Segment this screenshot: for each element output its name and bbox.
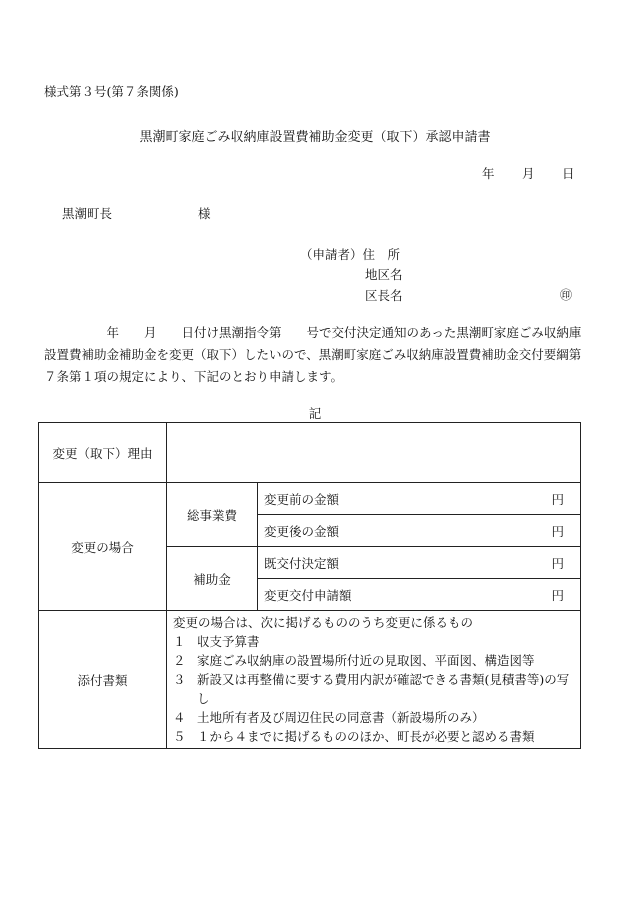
yen-unit: 円 (551, 523, 564, 539)
addressee-honorific: 様 (198, 206, 211, 221)
before-amount-label: 変更前の金額 (264, 491, 340, 507)
applicant-label: （申請者）住 所 (300, 247, 401, 262)
change-request-field[interactable] (258, 579, 581, 611)
attachments-label: 添付書類 (39, 611, 167, 749)
attachment-number: ３ (173, 672, 186, 687)
attachment-text: 家庭ごみ収納庫の設置場所付近の見取図、平面図、構造図等 (197, 653, 535, 668)
applicant-chief: 区長名 (365, 288, 403, 303)
body-paragraph: 年 月 日付け黒潮指令第 号で交付決定通知のあった黒潮町家庭ごみ収納庫設置費補助金補助金を変更（取下）したいので、黒潮町家庭ごみ収納庫設置費補助金交付要綱第７条第１項の規定により、下記のとおり申請します。 (44, 325, 582, 384)
addressee (62, 204, 211, 222)
yen-unit: 円 (551, 587, 564, 603)
already-decided-label: 既交付決定額 (264, 555, 340, 571)
seal-mark: ㊞ (560, 288, 573, 302)
reason-field[interactable] (167, 423, 581, 483)
addressee-name: 黒潮町長 (62, 206, 113, 221)
attachment-number: ４ (173, 710, 186, 725)
change-case-label: 変更の場合 (39, 483, 167, 611)
application-table (38, 422, 581, 749)
attachment-item (173, 727, 574, 746)
document-title: 黒潮町家庭ごみ収納庫設置費補助金変更（取下）承認申請書 (139, 130, 491, 145)
after-amount-label: 変更後の金額 (264, 523, 340, 539)
date-day: 日 (562, 166, 575, 181)
yen-unit: 円 (551, 555, 564, 571)
attachment-item (173, 651, 574, 670)
form-number: 様式第３号(第７条関係) (44, 84, 179, 99)
date-year: 年 (482, 166, 495, 181)
already-decided-field[interactable] (258, 547, 581, 579)
applicant-district: 地区名 (365, 267, 403, 282)
attachment-text: 土地所有者及び周辺住民の同意書（新設場所のみ） (197, 710, 485, 725)
after-amount-field[interactable] (258, 515, 581, 547)
attachment-number: ５ (173, 729, 186, 744)
ki-heading: 記 (308, 406, 322, 421)
yen-unit: 円 (551, 491, 564, 507)
change-request-label: 変更交付申請額 (264, 587, 352, 603)
reason-label: 変更（取下）理由 (39, 423, 167, 483)
attachments-list (167, 611, 581, 749)
attachment-number: １ (173, 634, 186, 649)
attachment-item (173, 708, 574, 727)
subsidy-label: 補助金 (167, 547, 258, 611)
before-amount-field[interactable] (258, 483, 581, 515)
date-month: 月 (522, 166, 535, 181)
attachment-number: ２ (173, 653, 186, 668)
attachment-item (173, 632, 574, 651)
attachment-text: １から４までに掲げるもののほか、町長が必要と認める書類 (197, 729, 535, 744)
attachment-item (173, 670, 574, 708)
total-cost-label: 総事業費 (167, 483, 258, 547)
attachments-intro: 変更の場合は、次に掲げるもののうち変更に係るもの (173, 615, 474, 630)
attachment-text: 新設又は再整備に要する費用内訳が確認できる書類(見積書等)の写し (197, 672, 570, 706)
attachment-text: 収支予算書 (197, 634, 260, 649)
